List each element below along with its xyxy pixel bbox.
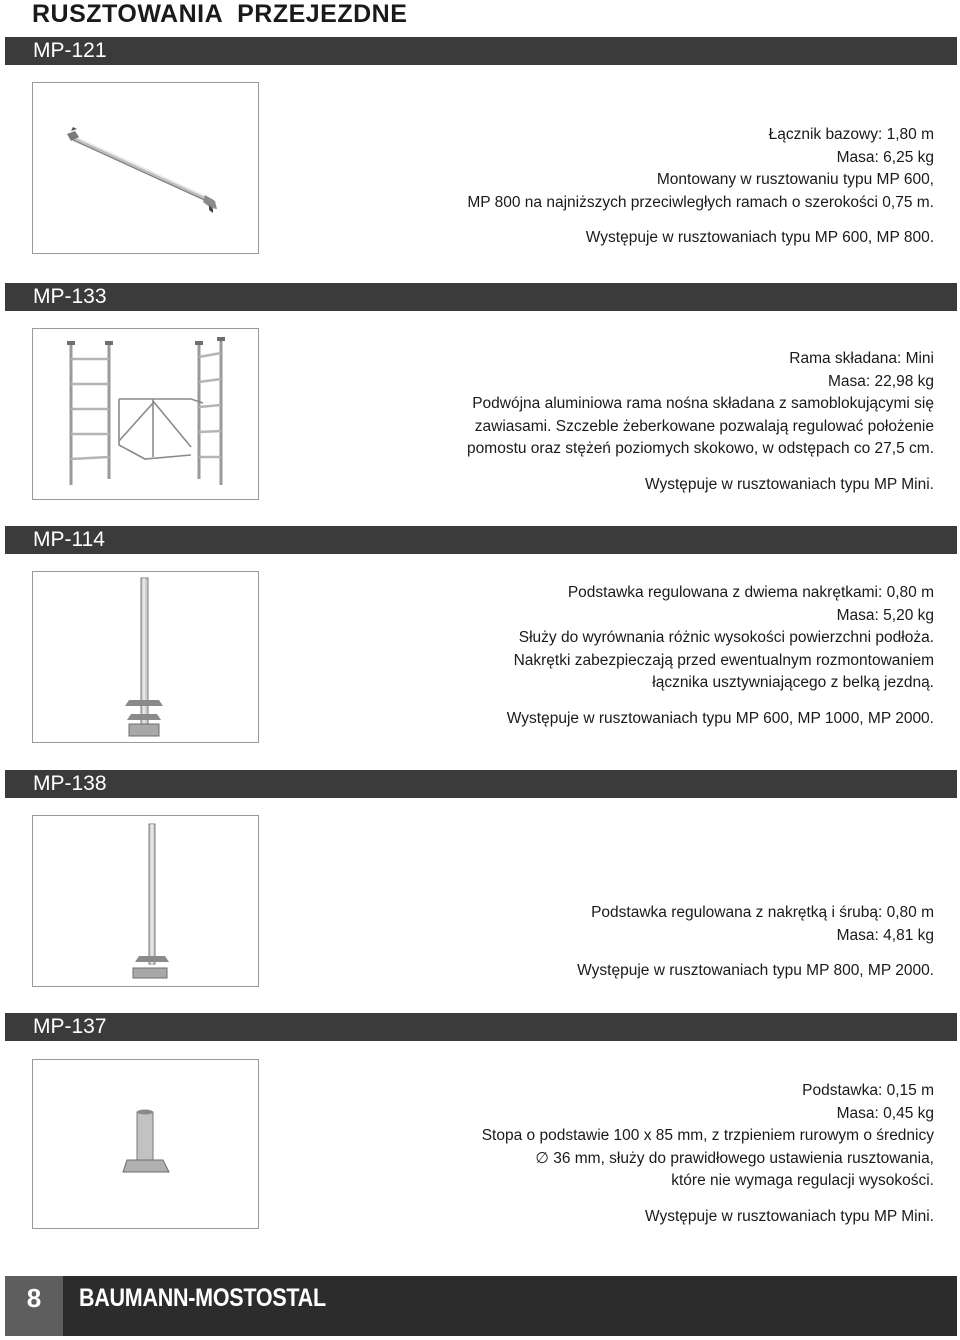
section-code: MP-133 [33,285,107,308]
spec-line: Podwójna aluminiowa rama nośna składana z samoblokującymi się [472,395,934,412]
product-image-mp-114 [32,571,259,743]
section-code: MP-121 [33,39,107,62]
spec-line: MP 800 na najniższych przeciwległych ramach o szerokości 0,75 m. [467,193,934,211]
availability-note: Występuje w rusztowaniach typu MP 600, MP 1000, MP 2000. [506,709,934,727]
page-title: RUSZTOWANIA PRZEJEZDNE [32,0,408,28]
section-header-mp-138 [5,770,957,798]
section-header-mp-114 [5,526,957,554]
spec-line: które nie wymaga regulacji wysokości. [671,1172,934,1189]
adjustable-base-two-nuts-icon [33,572,258,742]
spec-line: Podstawka regulowana z dwiema nakrętkami: 0,80 m [567,584,934,601]
product-image-mp-121 [32,82,259,254]
product-image-mp-133 [32,328,259,500]
spec-line: Podstawka: 0,15 m [802,1082,934,1099]
spec-line: Podstawka regulowana z nakrętką i śrubą: 0,80 m [591,904,934,921]
spec-line: Masa: 0,45 kg [836,1104,934,1122]
spec-line: zawiasami. Szczeble żeberkowane pozwalają regulować położenie [474,417,934,435]
footer-bar [63,1276,957,1336]
spec-line: łącznika usztywniającego z belką jezdną. [652,674,934,691]
spec-line: Masa: 22,98 kg [828,372,934,390]
description-mp-138 [294,902,934,983]
spec-line: Rama składana: Mini [789,350,934,367]
spec-line: Montowany w rusztowaniu typu MP 600, [656,171,934,188]
section-header-mp-133 [5,283,957,311]
section-code: MP-137 [33,1015,107,1038]
spec-line: Stopa o podstawie 100 x 85 mm, z trzpieniem rurowym o średnicy [481,1127,934,1144]
description-mp-121 [294,124,934,250]
connector-bar-icon [33,83,258,253]
availability-note: Występuje w rusztowaniach typu MP Mini. [644,1207,934,1225]
section-header-mp-121 [5,37,957,65]
spec-line: Nakrętki zabezpieczają przed ewentualnym rozmontowaniem [513,651,934,669]
description-mp-133 [294,348,934,496]
adjustable-base-nut-screw-icon [33,816,258,986]
spec-line: Masa: 4,81 kg [836,926,934,944]
product-image-mp-138 [32,815,259,987]
folding-frame-icon [33,329,258,499]
brand-name: BAUMANN-MOSTOSTAL [79,1284,326,1312]
spec-line: Łącznik bazowy: 1,80 m [768,126,934,143]
spec-line: Masa: 6,25 kg [836,148,934,166]
availability-note: Występuje w rusztowaniach typu MP 600, MP 800. [585,229,934,246]
base-plate-icon [33,1060,258,1228]
section-code: MP-114 [33,528,105,551]
availability-note: Występuje w rusztowaniach typu MP 800, MP 2000. [577,962,934,979]
spec-line: Masa: 5,20 kg [836,606,934,624]
availability-note: Występuje w rusztowaniach typu MP Mini. [644,475,934,493]
description-mp-137 [294,1080,934,1228]
spec-line: pomostu oraz stężeń poziomych skokowo, w odstępach co 27,5 cm. [467,440,934,457]
description-mp-114 [294,582,934,730]
spec-line: Służy do wyrównania różnic wysokości powierzchni podłoża. [518,629,934,646]
page-number: 8 [5,1276,63,1336]
section-code: MP-138 [33,772,107,795]
product-image-mp-137 [32,1059,259,1229]
spec-line: ∅ 36 mm, służy do prawidłowego ustawienia rusztowania, [535,1149,934,1167]
section-header-mp-137 [5,1013,957,1041]
